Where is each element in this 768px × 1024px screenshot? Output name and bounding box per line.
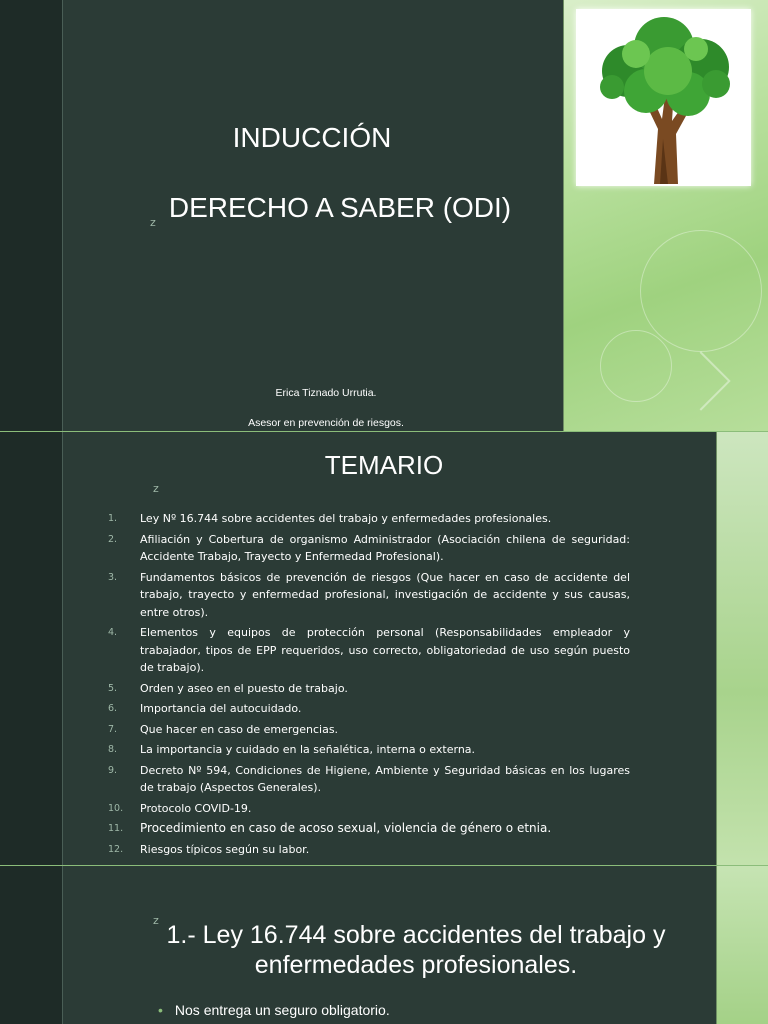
bullet-text: Nos entrega un seguro obligatorio.: [174, 1002, 390, 1018]
list-item: 2. Afiliación y Cobertura de organismo Administrador (Asociación chilena de seguridad: Accidente Trabajo, Trayecto y Enfermedad Profesional).: [108, 532, 630, 563]
green-side-panel: [716, 432, 768, 866]
list-item: 5. Orden y aseo en el puesto de trabajo.: [108, 681, 348, 695]
decorative-circle: [640, 230, 762, 352]
list-item: 4. Elementos y equipos de protección personal (Responsabilidades empleador y trabajador, tipos de EPP requeridos, uso correcto, obligatoriedad de uso según puesto de trabajo).: [108, 626, 630, 674]
list-item: 10. Protocolo COVID-19.: [108, 801, 252, 815]
green-side-panel: [716, 866, 768, 1024]
bullet-icon: •: [158, 1002, 163, 1018]
slide-left-stripe: [0, 432, 63, 866]
z-mark: z: [153, 482, 159, 495]
list-item: 8. La importancia y cuidado en la señalética, interna o externa.: [108, 743, 476, 756]
list-item: 9. Decreto Nº 594, Condiciones de Higiene, Ambiente y Seguridad básicas en los lugares de trabajo (Aspectos Generales).: [108, 763, 630, 794]
temario-title: TEMARIO: [324, 450, 444, 480]
list-item: 1. Ley Nº 16.744 sobre accidentes del trabajo y enfermedades profesionales.: [108, 512, 552, 525]
slide-left-stripe: [0, 866, 63, 1024]
decorative-circle: [600, 330, 672, 402]
list-item: 6. Importancia del autocuidado.: [108, 702, 302, 715]
tree-icon: [576, 9, 751, 186]
page-title: INDUCCIÓN: [232, 122, 392, 153]
z-mark: z: [153, 914, 159, 927]
slide-induccion: [0, 0, 768, 432]
list-item: 3. Fundamentos básicos de prevención de riesgos (Que hacer en caso de accidente del trabajo, trayecto y enfermedad profesional, investigación de accidente y sus causas, entre otros).: [108, 570, 630, 619]
bullet-item: [158, 1002, 390, 1018]
list-item: 11. Procedimiento en caso de acoso sexual, violencia de género o etnia.: [108, 821, 552, 835]
list-item: 7. Que hacer en caso de emergencias.: [108, 722, 339, 736]
author-name: Erica Tiznado Urrutia.: [275, 387, 377, 399]
tree-image: [576, 9, 751, 186]
z-mark: z: [150, 216, 156, 229]
page-subtitle: DERECHO A SABER (ODI): [168, 192, 512, 223]
author-role: Asesor en prevención de riesgos.: [248, 417, 404, 429]
slide-ley-16744: [0, 866, 768, 1024]
slide-left-stripe: [0, 0, 63, 432]
section-title: 1.- Ley 16.744 sobre accidentes del trabajo y enfermedades profesionales.: [166, 921, 666, 979]
temario-list: [108, 510, 630, 861]
list-item: 12. Riesgos típicos según su labor.: [108, 842, 310, 856]
slide-temario: [0, 432, 768, 866]
